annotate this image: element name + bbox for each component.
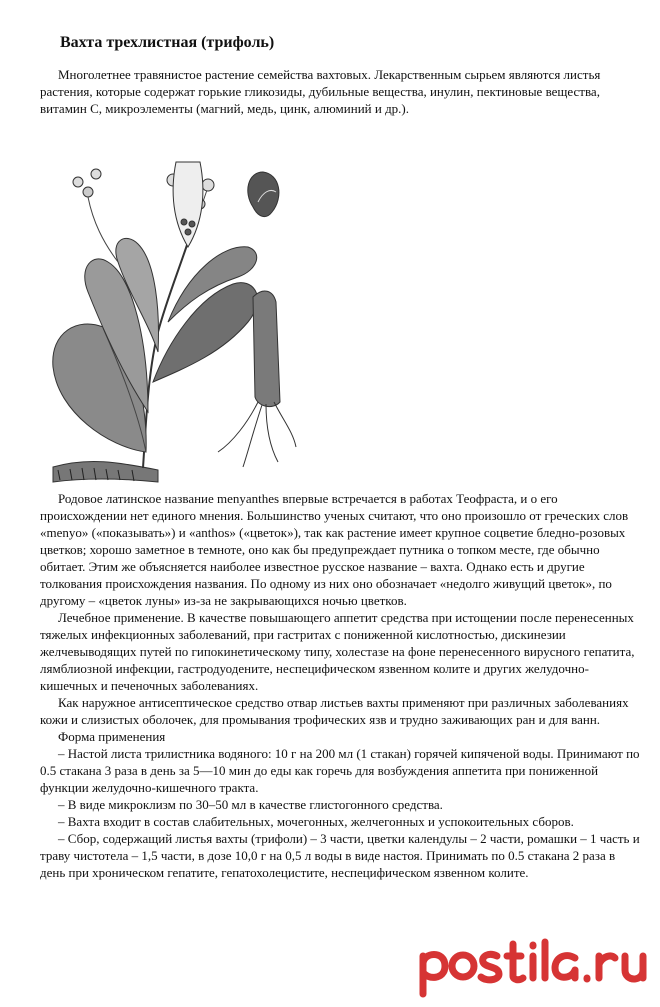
plant-illustration xyxy=(48,152,298,487)
intro-paragraph: Многолетнее травянистое растение семейства вахтовых. Лекарственным сырьем являются листья растения, которые содержат горькие гликозиды, дубильные вещества, инулин, пектиновые вещества, витамин С, микроэлементы (магний, медь, цинк, алюминий и др.). xyxy=(40,67,601,116)
body-paragraph: – Сбор, содержащий листья вахты (трифоли) – 3 части, цветки календулы – 2 части, ромашки – 1 часть и траву чистотела – 1,5 части, в дозе 10,0 г на 0,5 л воды в виде настоя. Принимать по 0.5 стакана 2 раза в день при хроническом гепатите, гепатохолецистите, неспецифическом язвенном колите. xyxy=(40,831,640,880)
body-paragraph: Как наружное антисептическое средство отвар листьев вахты применяют при различных заболеваниях кожи и слизистых оболочек, для промывания трофических язв и трудно заживающих ран и для ванн. xyxy=(40,695,629,727)
body-paragraph: Родовое латинское название menyanthes впервые встречается в работах Теофраста, и о его происхождении нет единого мнения. Большинство ученых считают, что оно произошло от греческих слов «menyo» («показывать») и «anthos» («цветок»), так как растение имеет крупное соцветие бледно-розовых цветков; хорошо заметное в темноте, оно как бы предупреждает путника о топком месте, где обычно обитает. Этим же объясняется наиболее известное русское название – вахта. Однако есть и другие толкования происхождения названия. По одному из них оно обозначает «недолго живущий цветок», по другому – «цветок луны» из-за не закрывающихся ночью цветков. xyxy=(40,491,629,608)
article-title: Вахта трехлистная (трифоль) xyxy=(60,34,275,51)
body-paragraph: – Настой листа трилистника водяного: 10 г на 200 мл (1 стакан) горячей кипяченой воды. Принимают по 0.5 стакана 3 раза в день за 5—10 мин до еды как горечь для возбуждения аппетита при пониженной функции желудочно-кишечного тракта. xyxy=(40,746,640,795)
body-paragraph: – Вахта входит в состав слабительных, мочегонных, желчегонных и успокоительных сборов. xyxy=(58,814,574,829)
body-paragraph: Лечебное применение. В качестве повышающего аппетит средства при истощении после перенесенных тяжелых инфекционных заболеваний, при гастритах с пониженной кислотностью, дискинезии желчевыводящих путей по гипокинетическому типу, холестазе на фоне перенесенного вирусного гепатита, лямблиозной инфекции, гастродуодените, неспецифическом язвенном колите и других желудочно-кишечных и печеночных заболеваниях. xyxy=(40,610,635,693)
postila-watermark-logo xyxy=(415,936,655,998)
body-paragraph: – В виде микроклизм по 30–50 мл в качестве глистогонного средства. xyxy=(58,797,443,812)
section-heading: Форма применения xyxy=(58,729,166,744)
article-body xyxy=(40,490,640,881)
